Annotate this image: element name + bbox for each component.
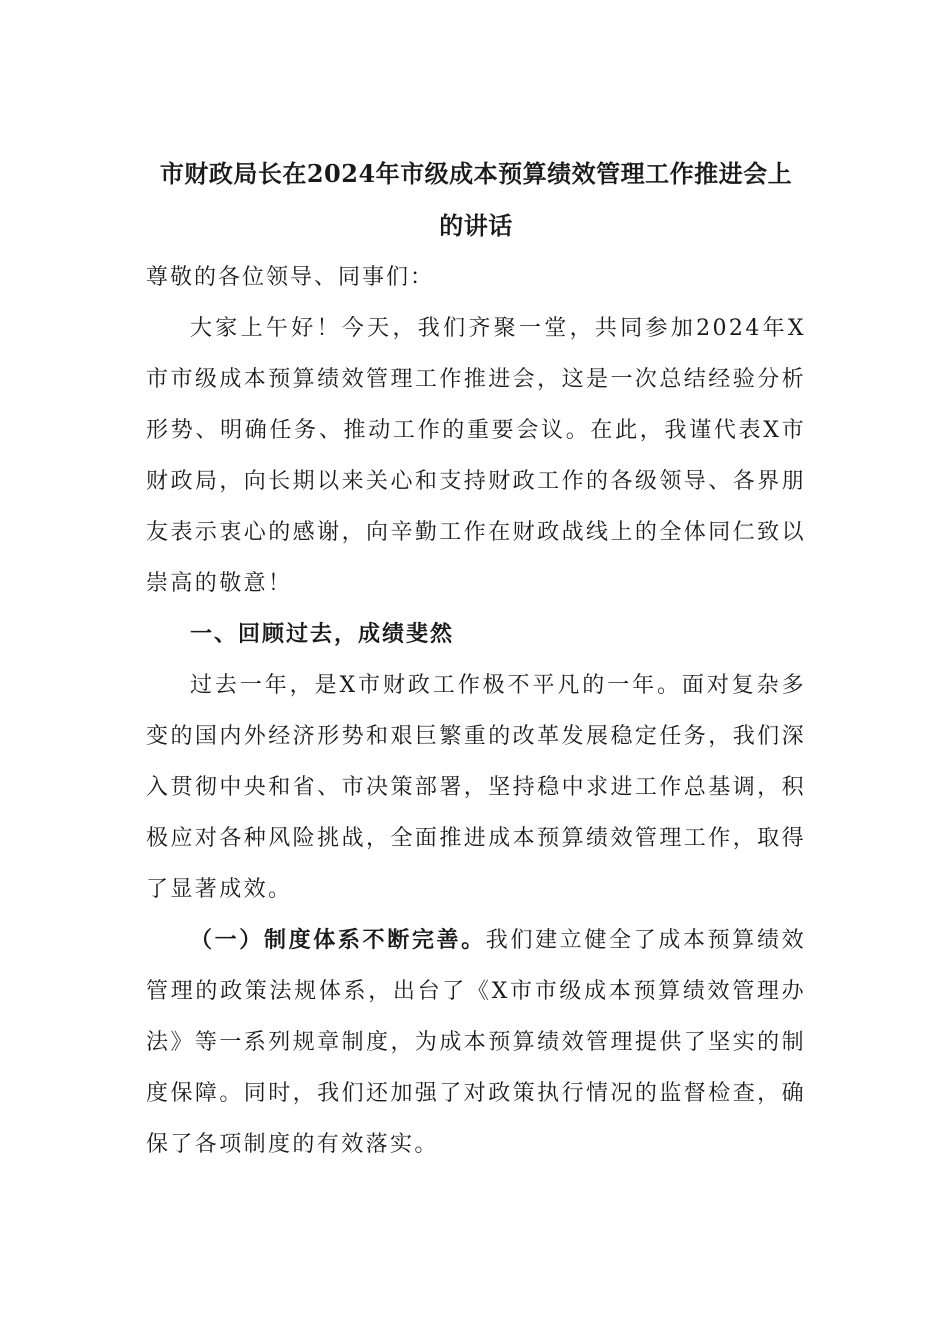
- document-page: [146, 148, 806, 1170]
- section-1-paragraph: 过去一年，是X市财政工作极不平凡的一年。面对复杂多变的国内外经济形势和艰巨繁重的改革发展稳定任务，我们深入贯彻中央和省、市决策部署，坚持稳中求进工作总基调，积极应对各种风险挑战，全面推进成本预算绩效管理工作，取得了显著成效。: [146, 673, 806, 902]
- document-title: [146, 148, 806, 252]
- subsection-1-body: 我们建立健全了成本预算绩效管理的政策法规体系，出台了《X市市级成本预算绩效管理办法》等一系列规章制度，为成本预算绩效管理提供了坚实的制度保障。同时，我们还加强了对政策执行情况的监督检查，确保了各项制度的有效落实。: [146, 928, 806, 1157]
- section-1-heading: 一、回顾过去，成绩斐然: [190, 621, 455, 647]
- salutation: 尊敬的各位领导、同事们：: [146, 265, 435, 290]
- intro-paragraph: 大家上午好！今天，我们齐聚一堂，共同参加2024年X市市级成本预算绩效管理工作推进会，这是一次总结经验分析形势、明确任务、推动工作的重要会议。在此，我谨代表X市财政局，向长期以来关心和支持财政工作的各级领导、各界朋友表示衷心的感谢，向辛勤工作在财政战线上的全体同仁致以崇高的敬意！: [146, 316, 806, 596]
- title-line-1: 市财政局长在2024年市级成本预算绩效管理工作推进会上: [159, 159, 793, 188]
- subsection-1-lead: （一）制度体系不断完善。: [190, 927, 486, 953]
- subsection-1-paragraph: [146, 915, 806, 1170]
- title-line-2: 的讲话: [439, 211, 513, 240]
